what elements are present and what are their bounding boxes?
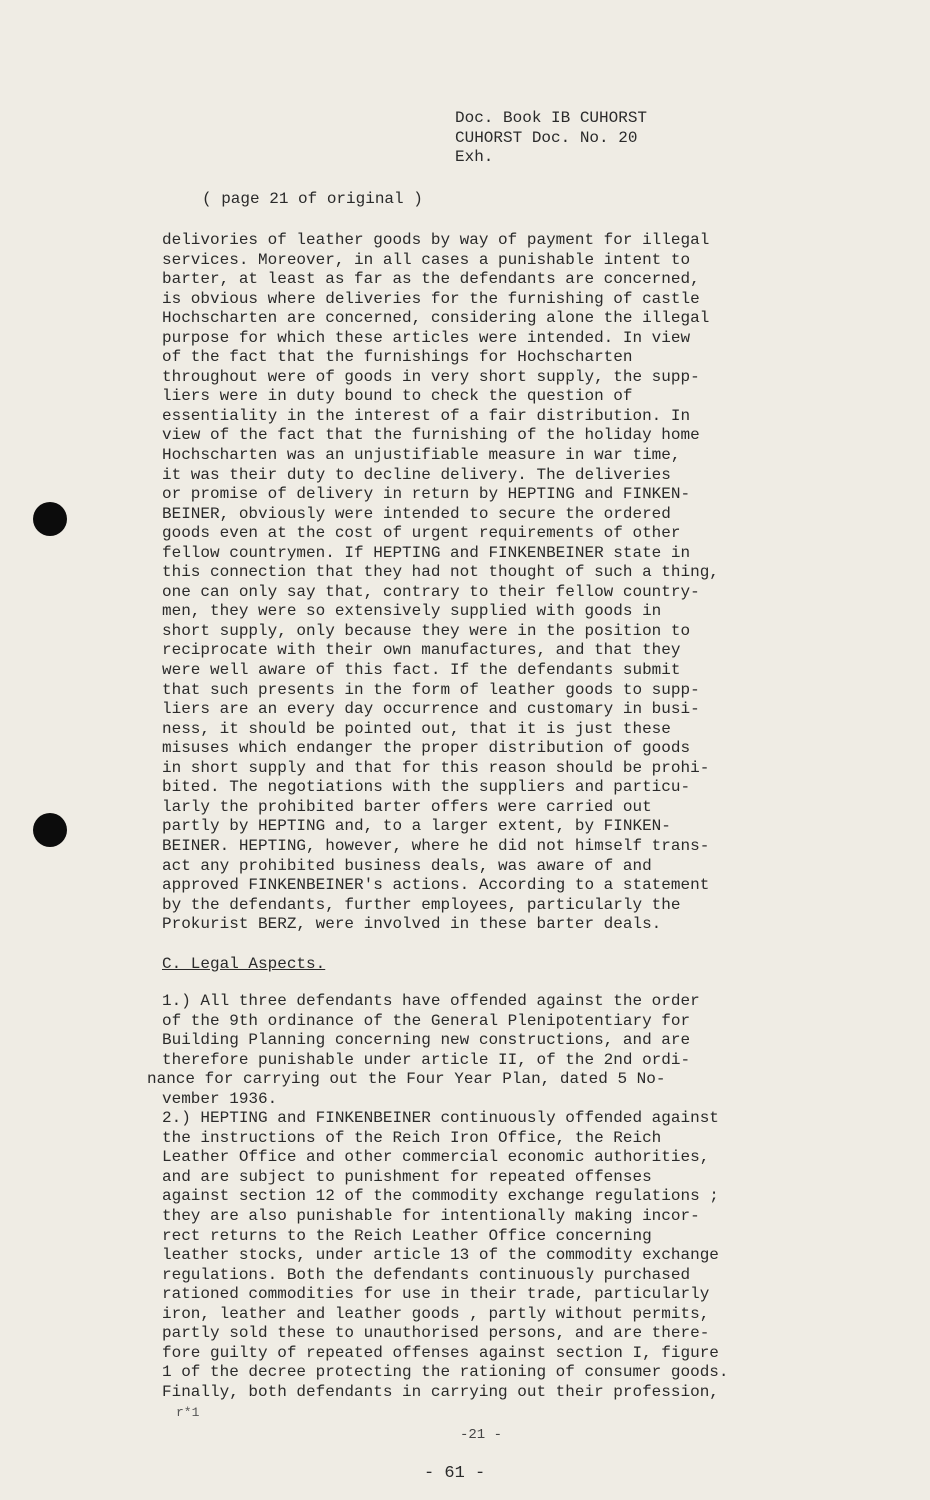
body-line: services. Moreover, in all cases a punishable intent to [162,250,691,269]
body-line: were well aware of this fact. If the defendants submit [162,661,681,680]
punch-hole-lower [33,813,67,847]
body-line: BEINER. HEPTING, however, where he did not himself trans- [162,836,710,855]
body-line: one can only say that, contrary to their fellow country- [162,582,700,601]
header-line-1: Doc. Book IB CUHORST [455,109,648,127]
body-line: purpose for which these articles were intended. In view [162,328,691,347]
body-line: view of the fact that the furnishing of the holiday home [162,426,700,445]
body-line: liers were in duty bound to check the question of [162,387,633,406]
legal-line: therefore punishable under article II, of the 2nd ordi- [162,1050,691,1069]
body-line: partly by HEPTING and, to a larger extent, by FINKEN- [162,817,671,836]
header-line-3: Exh. [455,148,494,166]
legal-aspects-text [147,992,862,1402]
body-line: Hochscharten are concerned, considering alone the illegal [162,309,710,328]
legal-line: against section 12 of the commodity exchange regulations ; [162,1187,719,1206]
document-header [455,109,647,168]
legal-line: Building Planning concerning new constructions, and are [162,1031,691,1050]
legal-line: iron, leather and leather goods , partly without permits, [162,1304,710,1323]
punch-hole-upper [33,502,67,536]
legal-line: the instructions of the Reich Iron Office, the Reich [162,1128,662,1147]
legal-line: 1 of the decree protecting the rationing of consumer goods. [162,1363,729,1382]
body-line: bited. The negotiations with the suppliers and particu- [162,778,691,797]
body-line: short supply, only because they were in the position to [162,621,691,640]
handwritten-mark: r*1 [176,1405,200,1420]
legal-line: Leather Office and other commercial economic authorities, [162,1148,710,1167]
body-line: men, they were so extensively supplied with goods in [162,602,662,621]
legal-line: Finally, both defendants in carrying out their profession, [162,1382,719,1401]
legal-line: 1.) All three defendants have offended against the order [162,992,700,1010]
legal-line: 2.) HEPTING and FINKENBEINER continuously offended against [162,1109,719,1128]
body-line: liers are an every day occurrence and customary in busi- [162,700,700,719]
body-line: that such presents in the form of leather goods to supp- [162,680,700,699]
body-line: Prokurist BERZ, were involved in these barter deals. [162,915,662,934]
inner-page-number: -21 - [460,1427,503,1443]
body-line: is obvious where deliveries for the furnishing of castle [162,289,700,308]
body-line: barter, at least as far as the defendants are concerned, [162,270,700,289]
legal-line: nance for carrying out the Four Year Plan, dated 5 No- [147,1070,666,1089]
legal-line: fore guilty of repeated offenses against section I, figure [162,1343,719,1362]
body-line: larly the prohibited barter offers were carried out [162,797,652,816]
body-line: ness, it should be pointed out, that it is just these [162,719,671,738]
legal-line: vember 1936. [162,1089,278,1108]
header-line-2: CUHORST Doc. No. 20 [455,128,638,147]
body-line: delivories of leather goods by way of payment for illegal [162,231,710,249]
legal-line: leather stocks, under article 13 of the commodity exchange [162,1246,719,1265]
legal-line: partly sold these to unauthorised persons, and are there- [162,1324,710,1343]
body-line: of the fact that the furnishings for Hochscharten [162,348,633,367]
body-line: throughout were of goods in very short supply, the supp- [162,367,700,386]
legal-line: rect returns to the Reich Leather Office concerning [162,1226,652,1245]
body-line: this connection that they had not thought of such a thing, [162,563,719,582]
body-line: act any prohibited business deals, was aware of and [162,856,652,875]
body-line: Hochscharten was an unjustifiable measure in war time, [162,446,681,465]
body-line: BEINER, obviously were intended to secure the ordered [162,504,671,523]
body-line: or promise of delivery in return by HEPTING and FINKEN- [162,485,691,504]
body-text [162,231,862,935]
body-line: in short supply and that for this reason should be prohi- [162,758,710,777]
body-line: reciprocate with their own manufactures, and that they [162,641,681,660]
body-line: approved FINKENBEINER's actions. According to a statement [162,876,710,895]
legal-line: of the 9th ordinance of the General Plenipotentiary for [162,1011,691,1030]
legal-line: and are subject to punishment for repeated offenses [162,1167,652,1186]
body-line: it was their duty to decline delivery. The deliveries [162,465,671,484]
original-page-reference: ( page 21 of original ) [202,190,423,208]
body-line: fellow countrymen. If HEPTING and FINKENBEINER state in [162,543,691,562]
legal-line: they are also punishable for intentionally making incor- [162,1207,700,1226]
body-line: goods even at the cost of urgent requirements of other [162,524,681,543]
page-number: - 61 - [424,1464,486,1483]
body-line: by the defendants, further employees, particularly the [162,895,681,914]
legal-line: regulations. Both the defendants continuously purchased [162,1265,691,1284]
legal-line: rationed commodities for use in their trade, particularly [162,1285,710,1304]
section-title-legal-aspects: C. Legal Aspects. [162,955,326,973]
body-line: misuses which endanger the proper distribution of goods [162,739,691,758]
body-line: essentiality in the interest of a fair distribution. In [162,406,691,425]
